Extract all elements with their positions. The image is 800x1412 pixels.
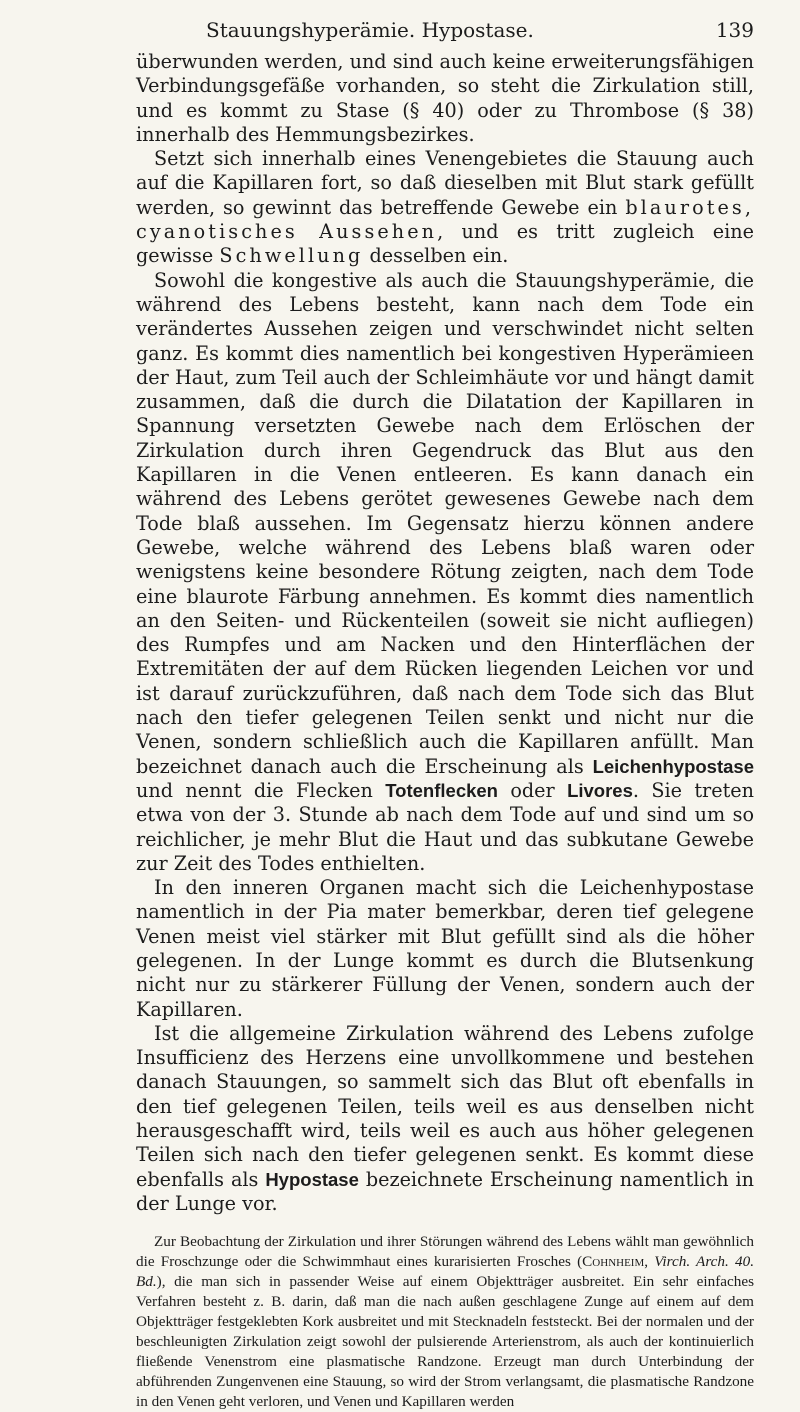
- paragraph-3: Sowohl die kongestive als auch die Stauungshyperämie, die während des Lebens besteht, kann nach dem Tode ein verändertes Aussehen zeigen und verschwindet nicht selten ganz. Es kommt dies namentlich bei kongestiven Hyperämieen der Haut, zum Teil auch der Schleimhäute vor und hängt damit zusammen, daß die durch die Dilatation der Kapillaren in Spannung versetzten Gewebe nach dem Erlöschen der Zirkulation durch ihren Gegendruck das Blut aus den Kapillaren in die Venen entleeren. Es kann danach ein während des Lebens gerötet gewesenes Gewebe nach dem Tode blaß aussehen. Im Gegensatz hierzu können andere Gewebe, welche während des Lebens blaß waren oder wenigstens keine besondere Rötung zeigten, nach dem Tode eine blaurote Färbung annehmen. Es kommt dies namentlich an den Seiten- und Rückenteilen (soweit sie nicht aufliegen) des Rumpfes und am Nacken und den Hinterflächen der Extremitäten der auf dem Rücken liegenden Leichen vor und ist darauf zurückzuführen, daß nach dem Tode sich das Blut nach den tiefer gelegenen Teilen senkt und nicht nur die Venen, sondern schließlich auch die Kapillaren anfüllt. Man bezeichnet danach auch die Erscheinung als Leichenhypostase und nennt die Flecken Totenflecken oder Livores. Sie treten etwa von der 3. Stunde ab nach dem Tode auf und sind um so reichlicher, je mehr Blut die Haut und das subkutane Gewebe zur Zeit des Todes enthielten.: [136, 268, 755, 875]
- term-livores: Livores: [567, 779, 633, 801]
- term-leichenhypostase: Leichenhypostase: [592, 755, 754, 777]
- term-hypostase: Hypostase: [265, 1168, 359, 1190]
- footnote-paragraph: Zur Beobachtung der Zirkulation und ihrer Störungen während des Lebens wählt man gewöhnlich die Froschzunge oder die Schwimmhaut eines kurarisierten Frosches (Cohnheim, Virch. Arch. 40. Bd.), die man sich in passender Weise auf einem Objektträger ausbreitet. Ein sehr einfaches Verfahren besteht z. B. darin, daß man die nach außen geschlagene Zunge auf einem auf dem Objektträger festgeklebten Kork ausbreitet und mit Stecknadeln feststeckt. Bei der normalen und der beschleunigten Zirkulation zeigt sowohl der pulsierende Arterienstrom, als auch der kontinuierlich fließende Venenstrom eine plasmatische Randzone. Erzeugt man durch Unterbindung der abführenden Zungenvenen eine Stauung, so wird der Strom verlangsamt, die plasmatische Randzone in den Venen geht verloren, und Venen und Kapillaren werden: [136, 1233, 755, 1411]
- emphasis-schwellung: Schwellung: [219, 244, 364, 268]
- author-name: Cohnheim: [582, 1253, 645, 1271]
- paragraph-5: Ist die allgemeine Zirkulation während des Lebens zufolge Insufficienz des Herzens eine unvollkommene und bestehen danach Stauungen, so sammelt sich das Blut oft ebenfalls in den tief gelegenen Teilen, teils weil es aus denselben nicht herausgeschafft wird, teils weil es auch aus höher gelegenen Teilen sich nach den tiefer gelegenen senkt. Es kommt diese ebenfalls als Hypostase bezeichnete Erscheinung namentlich in der Lunge vor.: [136, 1021, 755, 1215]
- main-text: [136, 50, 754, 1216]
- running-head: [136, 18, 754, 50]
- emphasis-blaurotes: blaurotes, cyanotisches Aussehen: [136, 195, 754, 244]
- term-totenflecken: Totenflecken: [385, 779, 498, 801]
- paragraph-2: Setzt sich innerhalb eines Venengebietes die Stauung auch auf die Kapillaren fort, so daß dieselben mit Blut stark gefüllt werden, so gewinnt das betreffende Gewebe ein blaurotes, cyanotisches Aussehen, und es tritt zugleich eine gewisse Schwellung desselben ein.: [136, 147, 754, 268]
- paragraph-1: überwunden werden, und sind auch keine erweiterungsfähigen Verbindungsgefäße vorhanden, so steht die Zirkulation still, und es kommt zu Stase (§ 40) oder zu Thrombose (§ 38) innerhalb des Hemmungsbezirkes.: [136, 50, 754, 146]
- citation: Virch. Arch. 40. Bd.: [136, 1253, 755, 1291]
- page-number: 139: [715, 18, 754, 42]
- book-page: [136, 18, 754, 1412]
- running-title: Stauungshyperämie. Hypostase.: [206, 18, 534, 42]
- paragraph-4: In den inneren Organen macht sich die Leichenhypostase namentlich in der Pia mater bemerkbar, deren tief gelegene Venen meist viel stärker mit Blut gefüllt sind als die höher gelegenen. In der Lunge kommt es durch die Blutsenkung nicht nur zu stärkerer Füllung der Venen, sondern auch der Kapillaren.: [136, 876, 754, 1021]
- footnote: [136, 1232, 754, 1412]
